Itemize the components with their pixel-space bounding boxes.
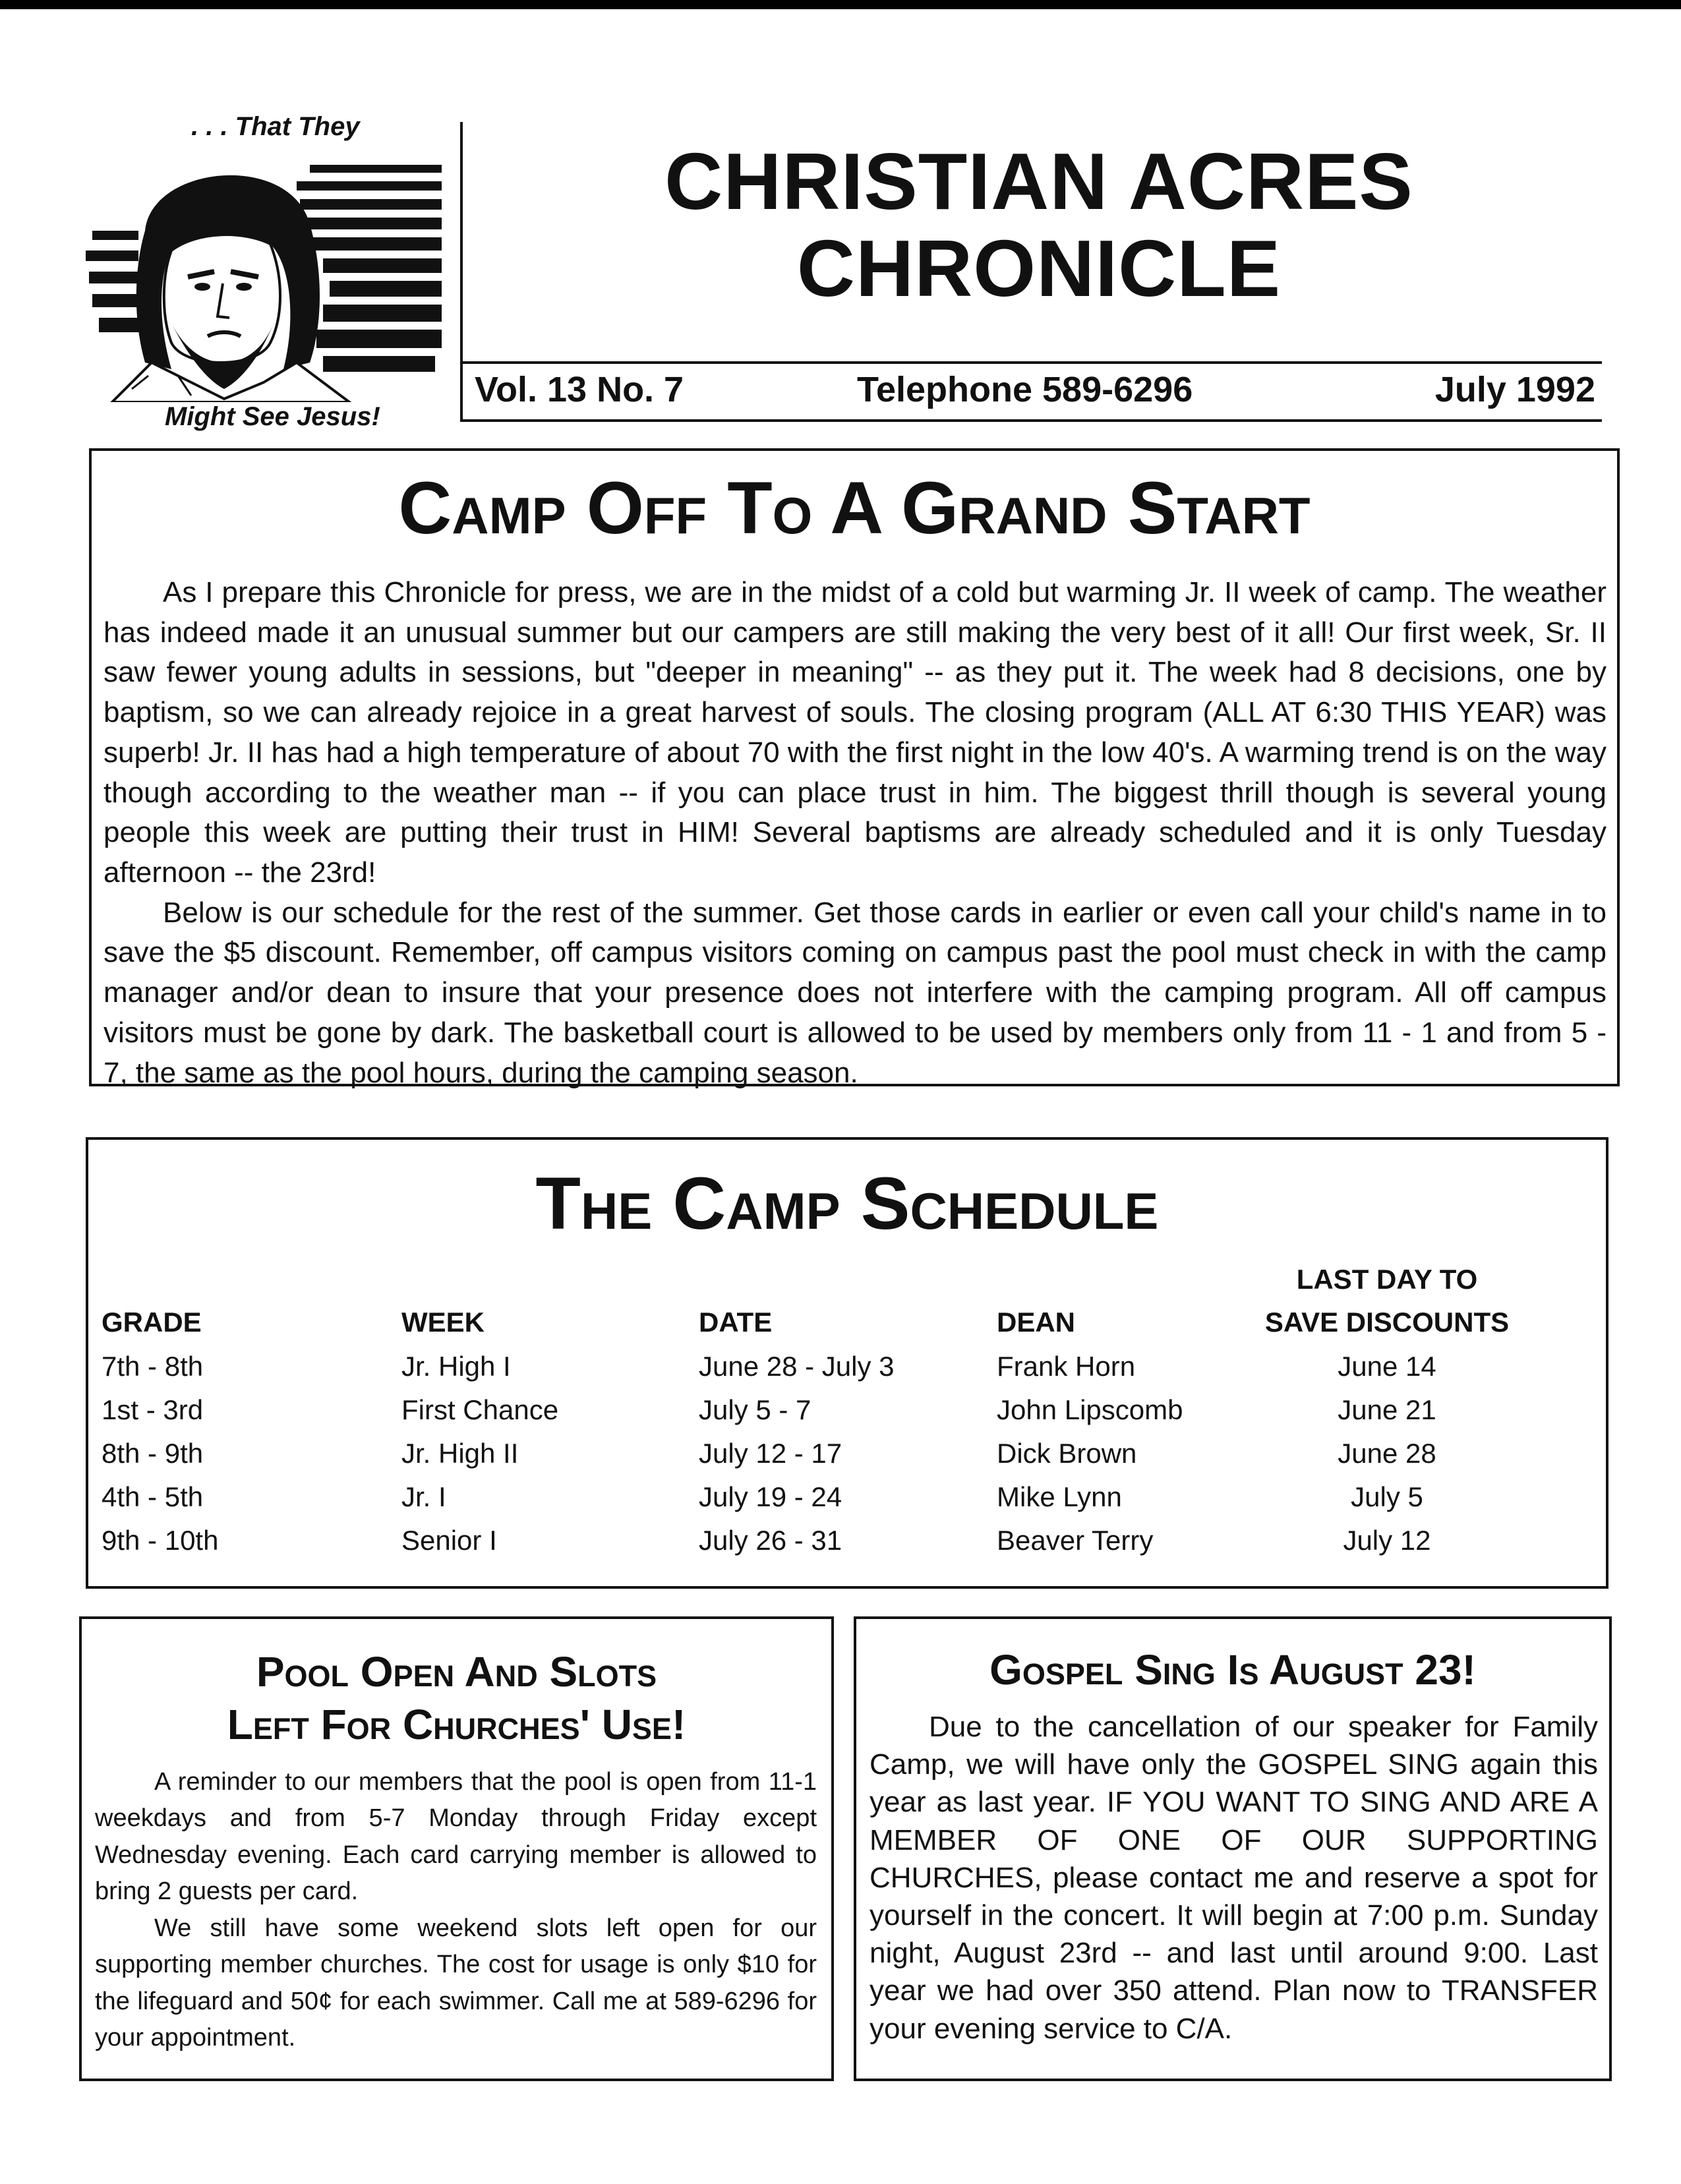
lead-headline: Camp Off To A Grand Start xyxy=(398,467,1311,549)
col-header-grade: GRADE xyxy=(102,1307,202,1338)
col-header-last-day-1: LAST DAY TO xyxy=(1296,1264,1478,1295)
top-border xyxy=(0,0,1681,9)
tagline-top: . . . That They xyxy=(191,112,360,141)
lead-paragraph-2: Below is our schedule for the rest of the summer. Get those cards in earlier or even call your child's name in to save the $5 discount. Remember, off campus visitors coming on campus past the pool must check in with the camp manager and/or dean to insure that your presence does not interfere with the camping program. All off campus visitors must be gone by dark. The basketball court is allowed to be used by members only from 11 - 1 and from 5 - 7, the same as the pool hours, during the camping season. xyxy=(103,896,1607,1089)
cell-week: Jr. High II xyxy=(401,1438,519,1469)
cell-grade: 4th - 5th xyxy=(102,1481,204,1512)
schedule-box xyxy=(86,1137,1608,1589)
masthead-logo xyxy=(73,112,455,442)
gospel-paragraph-1: Due to the cancellation of our speaker for Family Camp, we will have only the GOSPEL SING again this year as last year. IF YOU WANT TO SING AND ARE A MEMBER OF ONE OF OUR SUPPORTING CHURCHES, please contact me and reserve a spot for yourself in the concert. It will begin at 7:00 p.m. Sunday night, August 23rd -- and last until around 9:00. Last year we had over 350 attend. Plan now to TRANSFER your evening service to C/A. xyxy=(870,1711,1598,2045)
col-header-dean: DEAN xyxy=(997,1307,1076,1338)
volume-number: Vol. 13 No. 7 xyxy=(475,370,684,409)
pool-headline xyxy=(82,1645,831,1751)
title-line-1: CHRISTIAN ACRES xyxy=(664,136,1413,226)
cell-dean: Mike Lynn xyxy=(997,1481,1122,1512)
cell-date: July 12 - 17 xyxy=(699,1438,842,1469)
title-line-2: CHRONICLE xyxy=(796,223,1282,313)
pool-paragraph-1: A reminder to our members that the pool is open from 11-1 weekdays and from 5-7 Monday through Friday except Wednesday evening. Each card carrying member is allowed to bring 2 guests per card. xyxy=(95,1768,817,1906)
cell-week: Jr. High I xyxy=(401,1351,511,1382)
pool-article-body xyxy=(95,1764,817,2057)
tagline-bottom: Might See Jesus! xyxy=(165,402,380,431)
cell-last-day: July 5 xyxy=(1351,1481,1423,1512)
cell-dean: Frank Horn xyxy=(997,1351,1136,1382)
cell-dean: Beaver Terry xyxy=(997,1525,1154,1556)
gospel-headline: Gospel Sing Is August 23! xyxy=(989,1646,1476,1694)
jesus-portrait-icon xyxy=(73,152,455,402)
cell-last-day: June 14 xyxy=(1338,1351,1436,1382)
col-header-last-day-2: SAVE DISCOUNTS xyxy=(1264,1307,1510,1338)
cell-date: July 19 - 24 xyxy=(699,1481,842,1512)
cell-last-day: July 12 xyxy=(1343,1525,1431,1556)
schedule-headline: The Camp Schedule xyxy=(535,1162,1159,1245)
cell-dean: Dick Brown xyxy=(997,1438,1137,1469)
masthead-rule-top xyxy=(460,361,1602,364)
masthead-divider xyxy=(460,122,463,422)
lead-article-box xyxy=(89,448,1620,1089)
masthead-rule-bottom xyxy=(460,419,1602,422)
pool-paragraph-2: We still have some weekend slots left open for our supporting member churches. The cost for usage is only $10 for the lifeguard and 50¢ for each swimmer. Call me at 589-6296 for your appointment. xyxy=(95,1914,817,2052)
pool-headline-line-1: Pool Open And Slots xyxy=(256,1648,657,1696)
cell-date: June 28 - July 3 xyxy=(699,1351,895,1382)
pool-article-box xyxy=(79,1616,834,2081)
gospel-article-body xyxy=(870,1708,1598,2048)
col-header-date: DATE xyxy=(699,1307,773,1338)
cell-week: Senior I xyxy=(401,1525,497,1556)
cell-date: July 5 - 7 xyxy=(699,1394,811,1425)
cell-last-day: June 21 xyxy=(1338,1394,1436,1425)
masthead-info-bar xyxy=(475,369,1595,415)
telephone: Telephone 589-6296 xyxy=(857,370,1193,409)
lead-article-body xyxy=(103,573,1607,1093)
newsletter-title xyxy=(465,138,1612,312)
cell-date: July 26 - 31 xyxy=(699,1525,842,1556)
col-header-week: WEEK xyxy=(401,1307,485,1338)
cell-grade: 1st - 3rd xyxy=(102,1394,204,1425)
cell-grade: 7th - 8th xyxy=(102,1351,204,1382)
cell-last-day: June 28 xyxy=(1338,1438,1436,1469)
gospel-article-box xyxy=(854,1616,1612,2081)
pool-headline-line-2: Left For Churches' Use! xyxy=(227,1701,686,1748)
issue-date: July 1992 xyxy=(1434,370,1595,409)
cell-week: First Chance xyxy=(401,1394,559,1425)
cell-week: Jr. I xyxy=(401,1481,446,1512)
cell-grade: 8th - 9th xyxy=(102,1438,204,1469)
lead-paragraph-1: As I prepare this Chronicle for press, we are in the midst of a cold but warming Jr. II week of camp. The weather has indeed made it an unusual summer but our campers are still making the very best of it all! Our first week, Sr. II saw fewer young adults in sessions, but "deeper in meaning" -- as they put it. The week had 8 decisions, one by baptism, so we can already rejoice in a great harvest of souls. The closing program (ALL AT 6:30 THIS YEAR) was superb! Jr. II has had a high temperature of about 70 with the first night in the low 40's. A warming trend is on the way though according to the weather man -- if you can place trust in him. The biggest thrill though is several young people this week are putting their trust in HIM! Several baptisms are already scheduled and it is only Tuesday afternoon -- the 23rd! xyxy=(103,576,1607,889)
cell-dean: John Lipscomb xyxy=(997,1394,1183,1425)
cell-grade: 9th - 10th xyxy=(102,1525,219,1556)
